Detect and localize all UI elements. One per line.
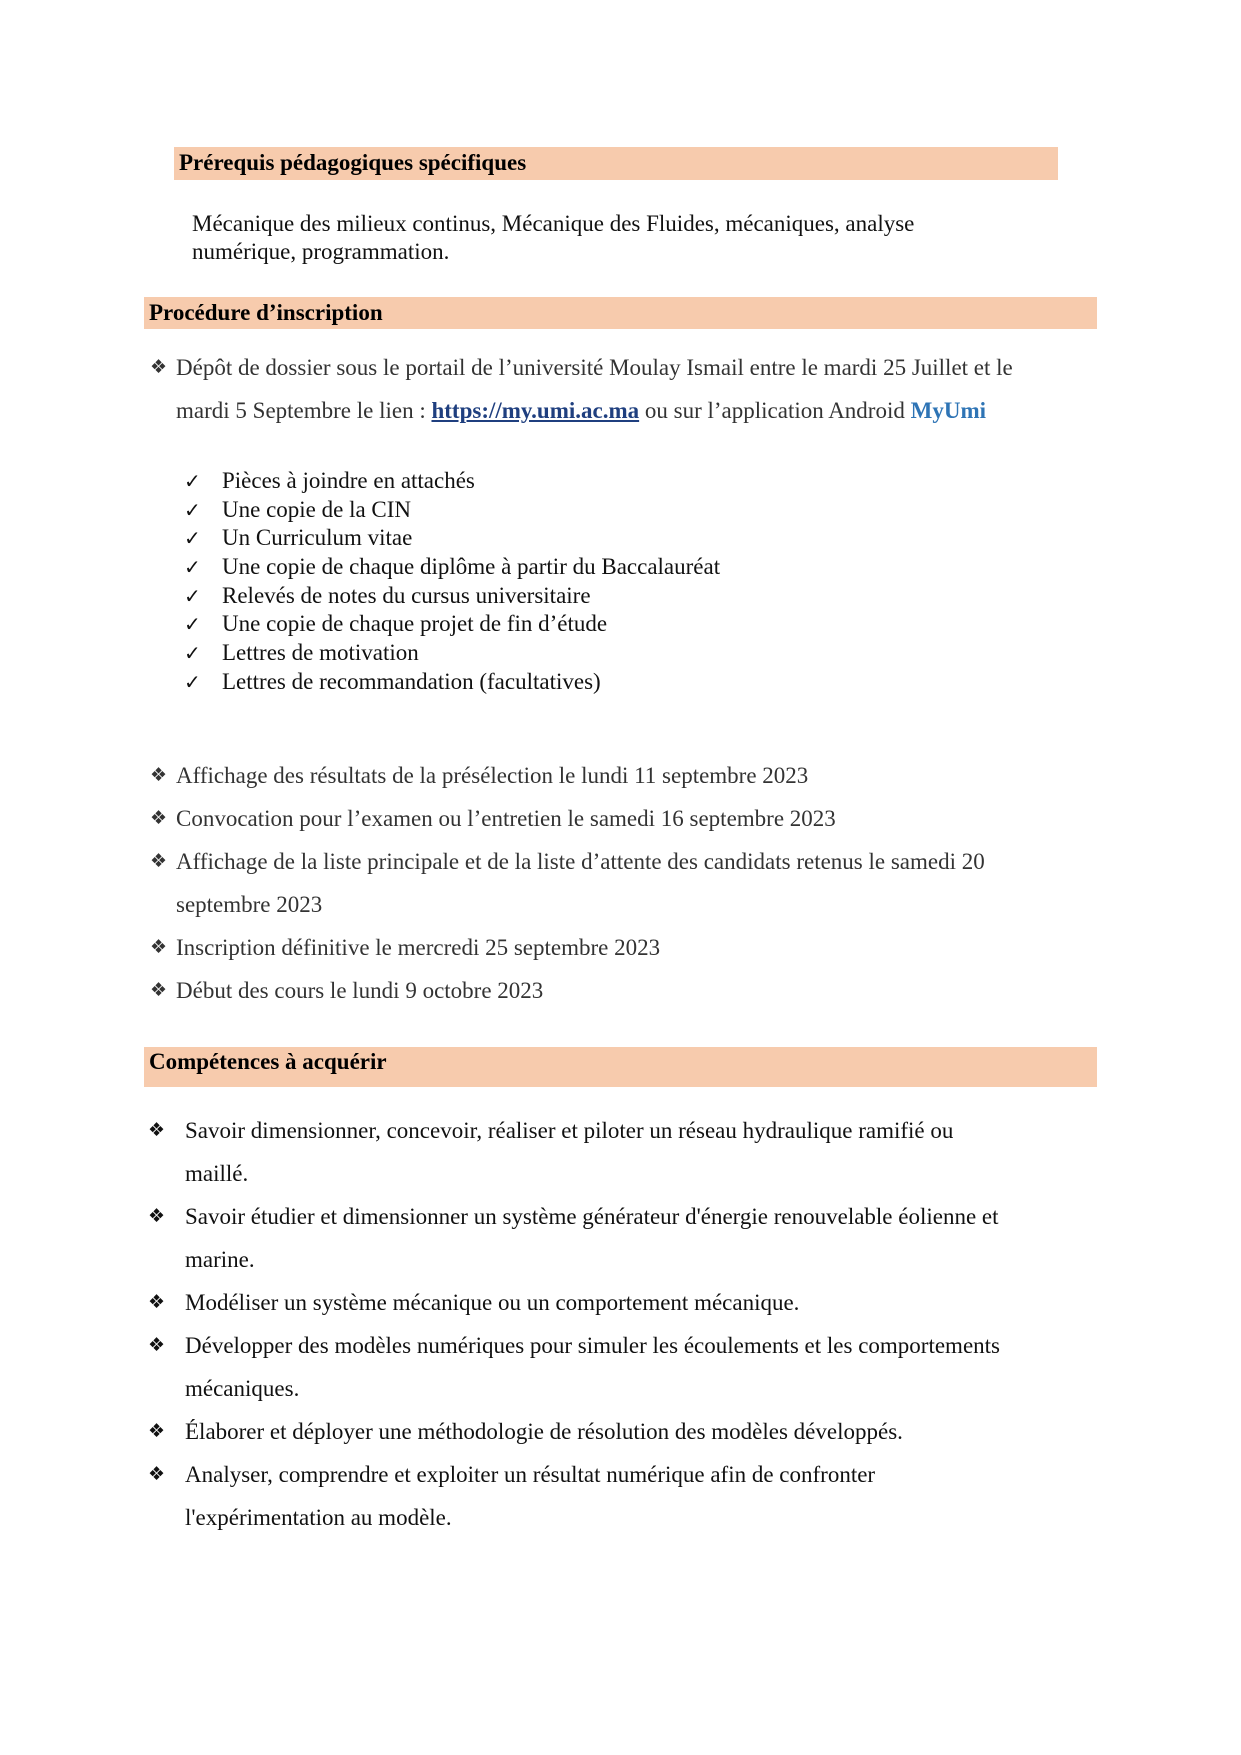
section-header-competences: Compétences à acquérir	[144, 1047, 1097, 1087]
piece-label: Une copie de la CIN	[222, 497, 412, 522]
competence-text: Développer des modèles numériques pour simuler les écoulements et les comportements	[185, 1333, 1000, 1358]
depot-prefix: mardi 5 Septembre le lien :	[176, 398, 432, 423]
depot-line: Dépôt de dossier sous le portail de l’université Moulay Ismail entre le mardi 25 Juillet et le	[176, 355, 1013, 380]
piece-label: Pièces à joindre en attachés	[222, 468, 475, 493]
date-text: septembre 2023	[176, 892, 323, 917]
checkmark-icon: ✓	[184, 469, 201, 493]
depot-middle: ou sur l’application Android	[639, 398, 911, 423]
prerequis-paragraph	[192, 210, 1062, 266]
competence-text: marine.	[185, 1247, 255, 1272]
piece-label: Lettres de motivation	[222, 640, 419, 665]
section-header-prerequis: Prérequis pédagogiques spécifiques	[174, 147, 1058, 180]
diamond-bullet-icon: ❖	[150, 807, 168, 829]
diamond-bullet-icon: ❖	[150, 979, 168, 1001]
checkmark-icon: ✓	[184, 641, 201, 665]
competence-text: l'expérimentation au modèle.	[185, 1505, 452, 1530]
checkmark-icon: ✓	[184, 612, 201, 636]
date-text: Affichage des résultats de la présélection le lundi 11 septembre 2023	[176, 763, 809, 788]
checkmark-icon: ✓	[184, 584, 201, 608]
diamond-bullet-icon: ❖	[150, 764, 168, 786]
piece-label: Une copie de chaque projet de fin d’étude	[222, 611, 608, 636]
checkmark-icon: ✓	[184, 670, 201, 694]
competence-text: maillé.	[185, 1161, 249, 1186]
prerequis-line: Mécanique des milieux continus, Mécanique des Fluides, mécaniques, analyse	[192, 211, 915, 236]
checkmark-icon: ✓	[184, 498, 201, 522]
piece-label: Relevés de notes du cursus universitaire	[222, 583, 591, 608]
competence-text: Savoir dimensionner, concevoir, réaliser et piloter un réseau hydraulique ramifié ou	[185, 1118, 954, 1143]
app-name: MyUmi	[910, 398, 986, 423]
checkmark-icon: ✓	[184, 526, 201, 550]
diamond-bullet-icon: ❖	[150, 356, 168, 378]
competence-text: Élaborer et déployer une méthodologie de résolution des modèles développés.	[185, 1419, 903, 1444]
prerequis-line: numérique, programmation.	[192, 239, 450, 264]
date-text: Convocation pour l’examen ou l’entretien le samedi 16 septembre 2023	[176, 806, 836, 831]
portal-link[interactable]: https://my.umi.ac.ma	[431, 398, 640, 423]
section-header-procedure: Procédure d’inscription	[144, 297, 1097, 329]
competence-text: Savoir étudier et dimensionner un système générateur d'énergie renouvelable éolienne et	[185, 1204, 999, 1229]
diamond-bullet-icon: ❖	[150, 936, 168, 958]
diamond-bullet-icon: ❖	[148, 1334, 166, 1356]
diamond-bullet-icon: ❖	[148, 1291, 166, 1313]
diamond-bullet-icon: ❖	[148, 1205, 166, 1227]
checkmark-icon: ✓	[184, 555, 201, 579]
date-text: Affichage de la liste principale et de la liste d’attente des candidats retenus le samedi 20	[176, 849, 985, 874]
date-text: Inscription définitive le mercredi 25 septembre 2023	[176, 935, 661, 960]
piece-label: Lettres de recommandation (facultatives)	[222, 669, 601, 694]
diamond-bullet-icon: ❖	[148, 1463, 166, 1485]
piece-label: Une copie de chaque diplôme à partir du Baccalauréat	[222, 554, 721, 579]
competence-text: Analyser, comprendre et exploiter un résultat numérique afin de confronter	[185, 1462, 876, 1487]
piece-label: Un Curriculum vitae	[222, 525, 413, 550]
competence-text: Modéliser un système mécanique ou un comportement mécanique.	[185, 1290, 800, 1315]
diamond-bullet-icon: ❖	[148, 1420, 166, 1442]
date-text: Début des cours le lundi 9 octobre 2023	[176, 978, 544, 1003]
depot-line	[176, 389, 986, 432]
competence-text: mécaniques.	[185, 1376, 300, 1401]
diamond-bullet-icon: ❖	[150, 850, 168, 872]
diamond-bullet-icon: ❖	[148, 1119, 166, 1141]
